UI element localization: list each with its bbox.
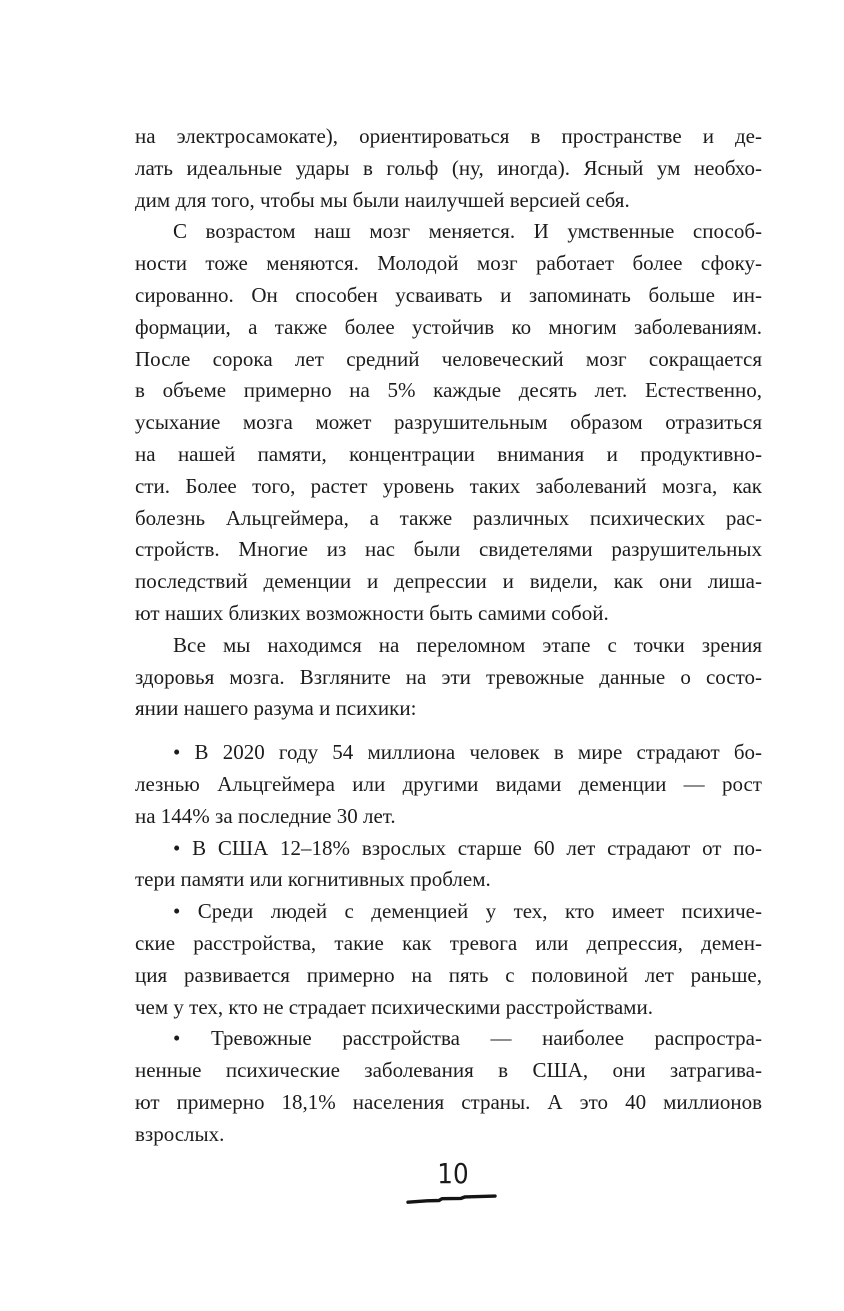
text-line: Все мы находимся на переломном этапе с точки зрения [173, 632, 762, 657]
text-line: последствий деменции и депрессии и видели, как они лиша- [135, 569, 762, 594]
bullet-item [135, 833, 762, 897]
text-line: сти. Более того, растет уровень таких заболеваний мозга, как [135, 473, 762, 498]
text-line: тери памяти или когнитивных проблем. [135, 867, 491, 892]
text-line: ют примерно 18,1% населения страны. А это 40 миллионов [135, 1089, 762, 1114]
text-line: на 144% за последние 30 лет. [135, 803, 396, 828]
text-line: ция развивается примерно на пять с половиной лет раньше, [135, 962, 762, 987]
text-line: ности тоже меняются. Молодой мозг работает более сфоку- [135, 251, 762, 276]
text-line: формации, а также более устойчив ко многим заболеваниям. [135, 314, 762, 339]
text-line: С возрастом наш мозг меняется. И умственные способ- [173, 219, 762, 244]
text-line: лать идеальные удары в гольф (ну, иногда). Ясный ум необхо- [135, 155, 762, 180]
page-footer [0, 1155, 844, 1215]
text-line: • Тревожные расстройства — наиболее распростра- [173, 1026, 762, 1051]
text-line: на электросамокате), ориентироваться в пространстве и де- [135, 124, 762, 148]
bullet-item [135, 1023, 762, 1150]
page-text [135, 121, 762, 1151]
text-line: ненные психические заболевания в США, они затрагива- [135, 1058, 762, 1083]
text-line: на нашей памяти, концентрации внимания и продуктивно- [135, 441, 762, 466]
text-line: здоровья мозга. Взгляните на эти тревожные данные о состо- [135, 664, 762, 689]
text-line: взрослых. [135, 1121, 225, 1146]
text-line: После сорока лет средний человеческий мозг сокращается [135, 346, 762, 371]
text-line: • В США 12–18% взрослых старше 60 лет страдают от по- [173, 835, 762, 860]
text-line: дим для того, чтобы мы были наилучшей версией себя. [135, 187, 630, 212]
bullet-item [135, 896, 762, 1023]
text-line: в объеме примерно на 5% каждые десять лет. Естественно, [135, 378, 762, 403]
paragraph [135, 121, 762, 216]
text-line: янии нашего разума и психики: [135, 696, 417, 721]
text-line: ские расстройства, такие как тревога или депрессия, демен- [135, 930, 762, 955]
text-line: лезнью Альцгеймера или другими видами деменции — рост [135, 771, 762, 796]
page-number: 10 [437, 1157, 469, 1190]
text-line: усыхание мозга может разрушительным образом отразиться [135, 410, 762, 435]
text-line: стройств. Многие из нас были свидетелями разрушительных [135, 537, 762, 562]
page-number-underline-stroke [406, 1192, 498, 1206]
paragraph [135, 630, 762, 725]
text-line: • В 2020 году 54 миллиона человек в мире страдают бо- [173, 740, 762, 765]
text-line: сированно. Он способен усваивать и запоминать больше ин- [135, 282, 762, 307]
text-line: болезнь Альцгеймера, а также различных психических рас- [135, 505, 762, 530]
bullet-item [135, 737, 762, 832]
text-line: ют наших близких возможности быть самими собой. [135, 600, 609, 625]
text-line: чем у тех, кто не страдает психическими расстройствами. [135, 994, 653, 1019]
paragraph [135, 216, 762, 629]
text-line: • Среди людей с деменцией у тех, кто имеет психиче- [173, 899, 762, 924]
